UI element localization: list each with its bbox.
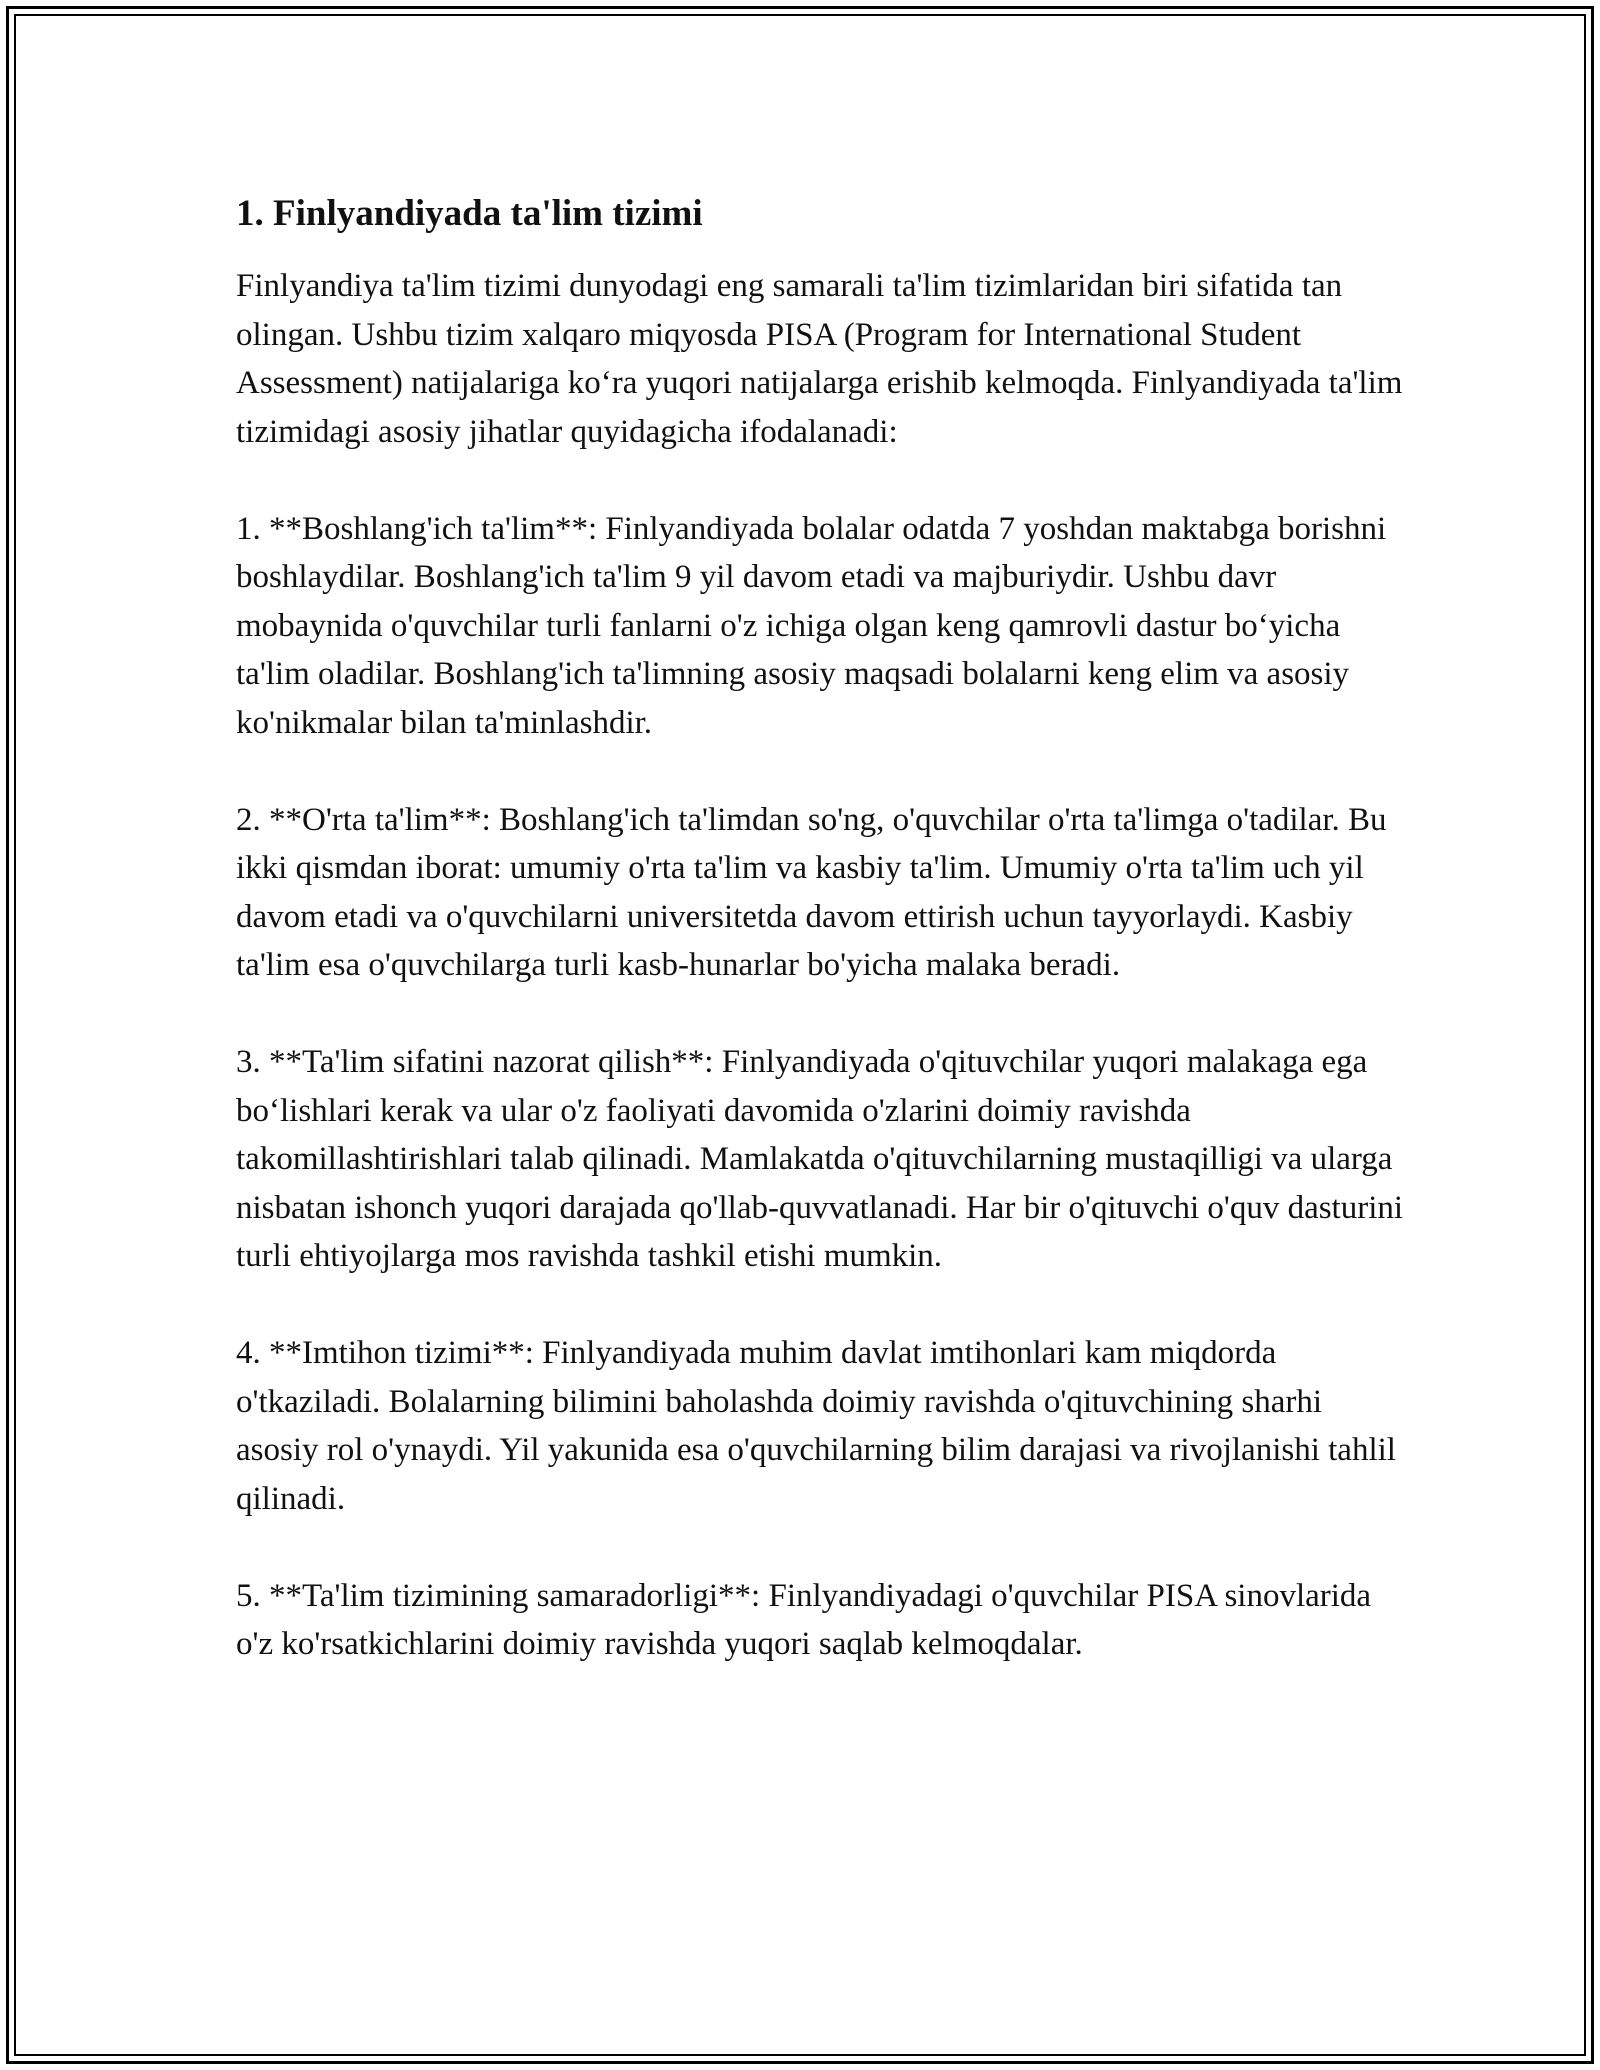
intro-paragraph: Finlyandiya ta'lim tizimi dunyodagi eng samarali ta'lim tizimlaridan biri sifatida tan olingan. Ushbu tizim xalqaro miqyosda PISA (Program for International Student Assessment) natijalariga ko‘ra yuqori natijalarga erishib kelmoqda. Finlyandiyada ta'lim tizimidagi asosiy jihatlar quyidagicha ifodalanadi: [236, 268, 1403, 450]
list-item-primary-education: 1. **Boshlang'ich ta'lim**: Finlyandiyada bolalar odatda 7 yoshdan maktabga borishni boshlaydilar. Boshlang'ich ta'lim 9 yil davom etadi va majburiydir. Ushbu davr mobaynida o'quvchilar turli fanlarni o'z ichiga olgan keng qamrovli dastur bo‘yicha ta'lim oladilar. Boshlang'ich ta'limning asosiy maqsadi bolalarni keng elim va asosiy ko'nikmalar bilan ta'minlashdir. [236, 510, 1387, 741]
list-item-quality-control: 3. **Ta'lim sifatini nazorat qilish**: Finlyandiyada o'qituvchilar yuqori malakaga ega bo‘lishlari kerak va ular o'z faoliyati davomida o'zlarini doimiy ravishda takomillashtirishlari talab qilinadi. Mamlakatda o'qituvchilarning mustaqilligi va ularga nisbatan ishonch yuqori darajada qo'llab-quvvatlanadi. Har bir o'qituvchi o'quv dasturini turli ehtiyojlarga mos ravishda tashkil etishi mumkin. [236, 1044, 1404, 1274]
list-item-exam-system: 4. **Imtihon tizimi**: Finlyandiyada muhim davlat imtihonlari kam miqdorda o'tkaziladi. Bolalarning bilimini baholashda doimiy ravishda o'qituvchining sharhi asosiy rol o'ynaydi. Yil yakunida esa o'quvchilarning bilim darajasi va rivojlanishi tahlil qilinadi. [236, 1335, 1396, 1517]
list-item-effectiveness: 5. **Ta'lim tizimining samaradorligi**: Finlyandiyadagi o'quvchilar PISA sinovlarida o'z ko'rsatkichlarini doimiy ravishda yuqori saqlab kelmoqdalar. [236, 1577, 1372, 1662]
document-body [236, 188, 1406, 1669]
list-item-secondary-education: 2. **O'rta ta'lim**: Boshlang'ich ta'limdan so'ng, o'quvchilar o'rta ta'limga o'tadilar. Bu ikki qismdan iborat: umumiy o'rta ta'lim va kasbiy ta'lim. Umumiy o'rta ta'lim uch yil davom etadi va o'quvchilarni universitetda davom ettirish uchun tayyorlaydi. Kasbiy ta'lim esa o'quvchilarga turli kasb-hunarlar bo'yicha malaka beradi. [236, 801, 1387, 983]
document-title: 1. Finlyandiyada ta'lim tizimi [236, 193, 703, 234]
